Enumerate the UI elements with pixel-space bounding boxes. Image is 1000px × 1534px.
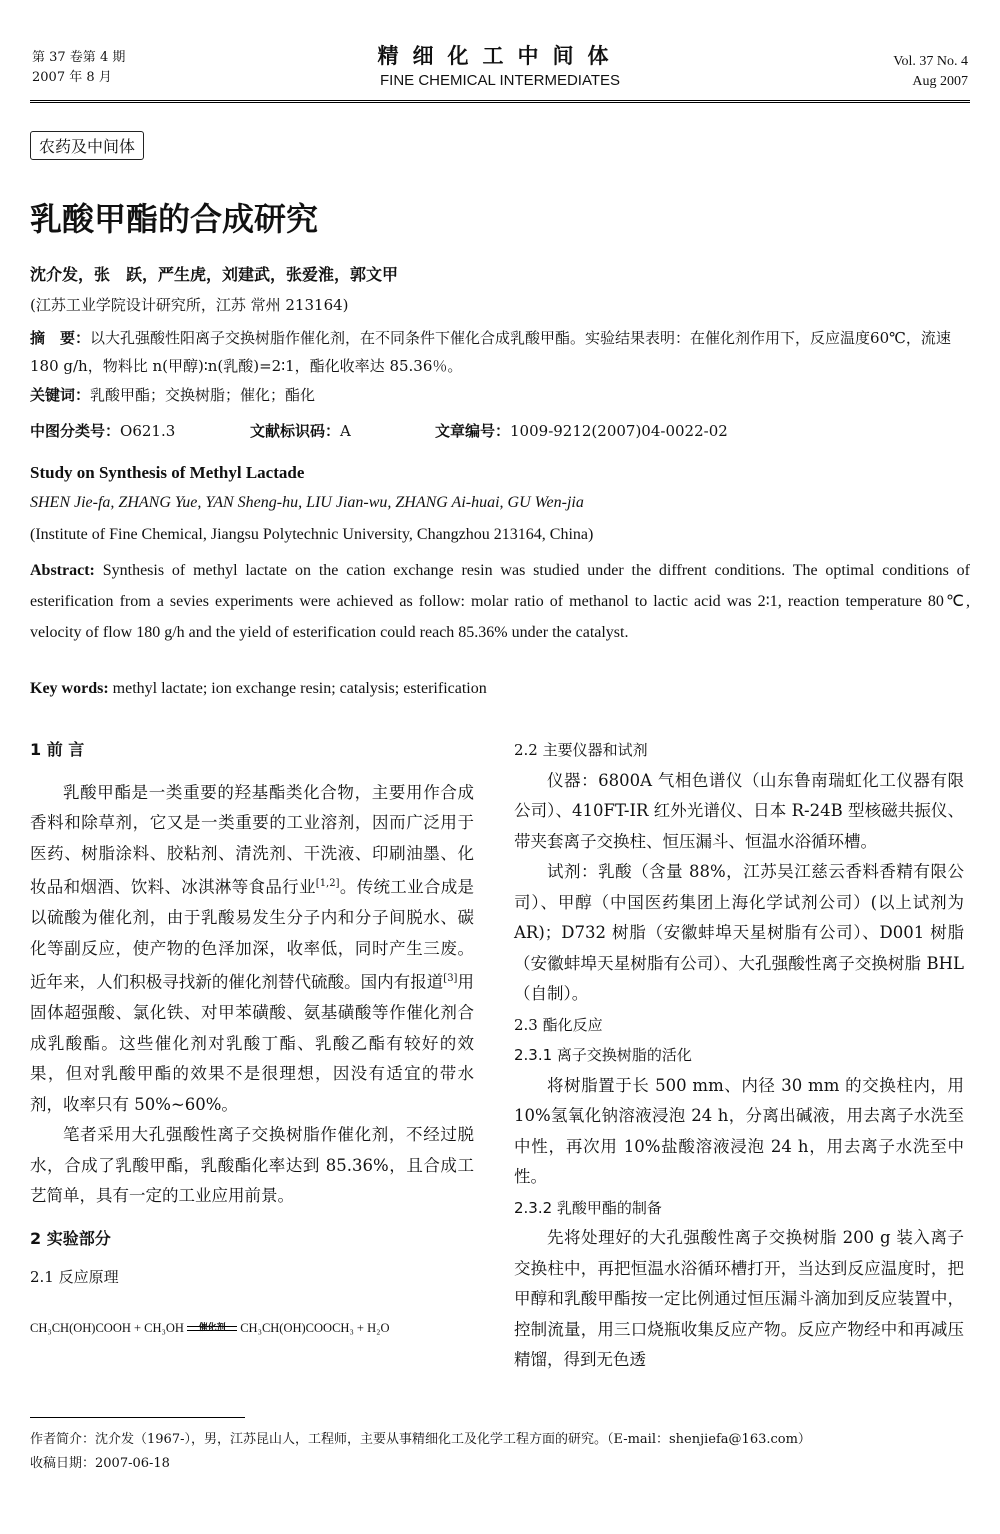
english-abstract-text: Synthesis of methyl lactate on the cation exchange resin was studied under the diffrent conditions. The optimal conditions of esterification from a sevies experiments were achieved as follow: molar ratio of methanol to lactic acid was 2∶1, reaction temperature 80℃, velocity of flow 180 g/h and the yield of esterification could reach 85.36% under the catalyst. xyxy=(30,562,971,641)
date-en: Aug 2007 xyxy=(912,74,968,89)
section-2-1-heading: 2.1 反应原理 xyxy=(30,1268,119,1286)
header-rule-2 xyxy=(30,102,970,103)
article-no-value: 1009-9212(2007)04-0022-02 xyxy=(510,422,728,440)
english-keywords-label: Key words: xyxy=(30,680,109,697)
classification-line xyxy=(30,420,970,441)
english-keywords-text: methyl lactate; ion exchange resin; catalysis; esterification xyxy=(112,680,487,697)
section-2-3-1-heading: 2.3.1 离子交换树脂的活化 xyxy=(514,1046,692,1064)
affiliation: (江苏工业学院设计研究所，江苏 常州 213164) xyxy=(30,296,349,314)
english-abstract-label: Abstract: xyxy=(30,562,95,579)
section-1-para-2: 笔者采用大孔强酸性离子交换树脂作催化剂，不经过脱水，合成了乳酸甲酯，乳酸酯化率达到 85.36%，且合成工艺简单，具有一定的工业应用前景。 xyxy=(30,1125,474,1205)
keywords-label: 关键词： xyxy=(30,386,91,404)
keywords-cn xyxy=(30,384,315,405)
footnote-rule xyxy=(30,1417,245,1418)
equilibrium-arrow xyxy=(187,1322,237,1333)
body-right-column xyxy=(514,735,964,1376)
citation-3: [3] xyxy=(443,973,458,984)
clc-label: 中图分类号： xyxy=(30,422,121,440)
journal-title-en: FINE CHEMICAL INTERMEDIATES xyxy=(379,72,621,89)
journal-title-cn: 精细化工中间体 xyxy=(377,44,623,68)
section-2-2-reagents: 试剂：乳酸（含量 88%，江苏吴江慈云香料香精有限公司）、甲醇（中国医药集团上海化学试剂公司）(以上试剂为 AR)；D732 树脂（安徽蚌埠天星树脂有公司）、D001 树脂（安徽蚌埠天星树脂有公司）、大孔强酸性离子交换树脂 BHL（自制）。 xyxy=(514,862,964,1003)
section-2-3-2-heading: 2.3.2 乳酸甲酯的制备 xyxy=(514,1198,662,1217)
authors: 沈介发，张 跃，严生虎，刘建武，张爱淮，郭文甲 xyxy=(30,265,399,284)
volume-cn: 第 37 卷第 4 期 xyxy=(32,50,126,65)
para-text: 。传统工业合成是以硫酸为催化剂，由于乳酸易发生分子内和分子间脱水、碳化等副反应，使产物的色泽加深，收率低，同时产生三废。近年来，人们积极寻找新的催化剂替代硫酸。国内有报道 xyxy=(30,877,475,992)
journal-header xyxy=(0,40,1000,89)
section-2-heading: 2 实验部分 xyxy=(30,1228,111,1248)
para-text: 用固体超强酸、氯化铁、对甲苯磺酸、氨基磺酸等作催化剂合成乳酸酯。这些催化剂对乳酸丁酯、乳酸乙酯有较好的效果，但对乳酸甲酯的效果不是很理想，因没有适宜的带水剂，收率只有 50%~60%。 xyxy=(30,972,475,1114)
date-cn: 2007 年 8 月 xyxy=(32,70,112,85)
section-2-3-1-text: 将树脂置于长 500 mm、内径 30 mm 的交换柱内，用 10%氢氧化钠溶液浸泡 24 h，分离出碱液，用去离子水洗至中性，再次用 10%盐酸溶液浸泡 24 h，用去离子水洗至中性。 xyxy=(514,1075,964,1186)
doc-code-label: 文献标识码： xyxy=(250,422,341,440)
author-intro: 作者简介：沈介发（1967-），男，江苏昆山人，工程师，主要从事精细化工及化学工程方面的研究。（E-mail：shenjiefa@163.com） xyxy=(30,1432,811,1447)
equation-products: CH₃CH(OH)COOCH₃ + H₂O xyxy=(240,1320,390,1335)
doc-code-value: A xyxy=(340,422,351,440)
catalyst-label: 催化剂 xyxy=(198,1322,226,1333)
citation-1-2: [1,2] xyxy=(315,878,340,889)
clc-value: O621.3 xyxy=(120,422,176,440)
english-authors: SHEN Jie-fa, ZHANG Yue, YAN Sheng-hu, LIU Jian-wu, ZHANG Ai-huai, GU Wen-jia xyxy=(30,494,584,511)
section-2-2-heading: 2.2 主要仪器和试剂 xyxy=(514,741,648,759)
footnote xyxy=(30,1428,811,1476)
keywords-text: 乳酸甲酯；交换树脂；催化；酯化 xyxy=(90,386,316,404)
reaction-equation xyxy=(30,1313,474,1344)
abstract-cn xyxy=(30,324,970,380)
paper-title: 乳酸甲酯的合成研究 xyxy=(30,200,319,238)
header-rule xyxy=(30,100,970,101)
english-title: Study on Synthesis of Methyl Lactade xyxy=(30,463,305,482)
english-keywords xyxy=(30,680,487,698)
section-1-para-1 xyxy=(30,778,474,1121)
english-affiliation: (Institute of Fine Chemical, Jiangsu Polytechnic University, Changzhou 213164, China) xyxy=(30,526,594,543)
abstract-text: 以大孔强酸性阳离子交换树脂作催化剂，在不同条件下催化合成乳酸甲酯。实验结果表明：在催化剂作用下，反应温度60℃，流速 180 g/h，物料比 n(甲醇)∶n(乳酸)=2∶1，酯化收率达 85.36％。 xyxy=(30,329,951,375)
section-2-3-2-text: 先将处理好的大孔强酸性离子交换树脂 200 g 装入离子交换柱中，再把恒温水浴循环槽打开，当达到反应温度时，把甲醇和乳酸甲酯按一定比例通过恒压漏斗滴加到反应装置中，控制流量，用三口烧瓶收集反应产物。反应产物经中和再减压精馏，得到无色透 xyxy=(514,1228,964,1369)
body-left-column xyxy=(30,735,474,1343)
section-tag: 农药及中间体 xyxy=(30,131,144,160)
received-date: 收稿日期：2007-06-18 xyxy=(30,1456,170,1471)
english-abstract xyxy=(30,555,970,648)
section-2-2-instruments: 仪器：6800A 气相色谱仪（山东鲁南瑞虹化工仪器有限公司）、410FT-IR 红外光谱仪、日本 R-24B 型核磁共振仪、带夹套离子交换柱、恒压漏斗、恒温水浴循环槽。 xyxy=(514,770,964,851)
article-no-label: 文章编号： xyxy=(435,422,511,440)
para-text: 乳酸甲酯是一类重要的羟基酯类化合物，主要用作合成香料和除草剂，它又是一类重要的工业溶剂，因而广泛用于医药、树脂涂料、胶粘剂、清洗剂、干洗液、印刷油墨、化妆品和烟酒、饮料、冰淇淋等食品行业 xyxy=(30,782,474,897)
section-1-heading: 1 前 言 xyxy=(30,740,85,759)
header-right xyxy=(893,52,968,92)
abstract-label: 摘 要： xyxy=(30,329,91,347)
equation-reactants: CH₃CH(OH)COOH + CH₃OH xyxy=(30,1320,184,1335)
volume-en: Vol. 37 No. 4 xyxy=(893,54,968,69)
section-2-3-heading: 2.3 酯化反应 xyxy=(514,1015,603,1034)
